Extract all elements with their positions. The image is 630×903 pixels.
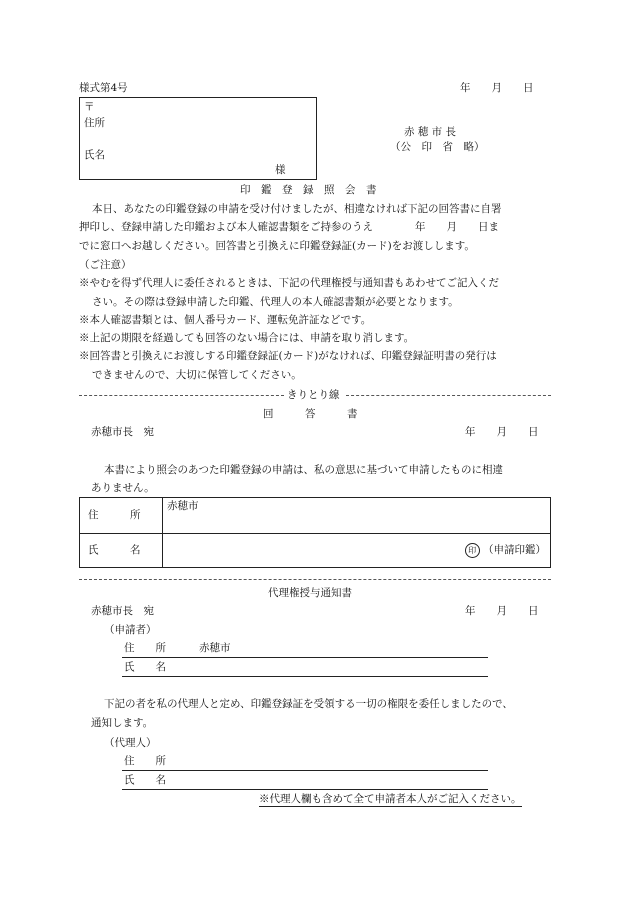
proxy-body-line-2: 通知します。 <box>91 717 154 729</box>
applicant-heading: （申請者） <box>104 624 157 636</box>
notes-heading: （ご注意） <box>79 259 132 271</box>
note-4: ※回答書と引換えにお渡しする印鑑登録証(カード)がなければ、印鑑登録証明書の発行は <box>79 350 497 362</box>
seal-label: （申請印鑑） <box>483 544 546 556</box>
proxy-date: 年 月 日 <box>465 605 539 617</box>
reply-body-line-1: 本書により照会のあつた印鑑登録の申請は、私の意思に基づいて申請したものに相違 <box>104 464 503 476</box>
header-date: 年 月 日 <box>460 82 534 94</box>
seal-stamp-icon: 印 <box>465 543 480 558</box>
issuer-name: 赤 穂 市 長 <box>404 126 457 138</box>
reply-address-field[interactable] <box>163 498 551 534</box>
agent-address-line[interactable] <box>122 770 488 771</box>
proxy-addressee: 赤穂市長 宛 <box>91 605 154 617</box>
reply-address-label-cell <box>80 498 163 534</box>
note-1: ※やむを得ず代理人に委任されるときは、下記の代理権授与通知書もあわせてご記入くだ <box>79 277 499 289</box>
proxy-body-line-1: 下記の者を私の代理人と定め、印鑑登録証を受領する一切の権限を委任しましたので、 <box>104 698 513 710</box>
applicant-address-line[interactable] <box>122 657 488 658</box>
note-2: ※本人確認書類とは、個人番号カード、運転免許証などです。 <box>79 314 372 326</box>
agent-address-label: 住 所 <box>124 755 166 767</box>
cut-line-left <box>79 395 284 396</box>
seal-omitted-note: （公 印 省 略） <box>390 141 485 153</box>
reply-address-label: 住 所 <box>88 509 141 522</box>
reply-body-line-2: ありません。 <box>91 482 155 494</box>
agent-heading: （代理人） <box>104 737 157 749</box>
inquiry-body-line-1: 本日、あなたの印鑑登録の申請を受け付けましたが、相違なければ下記の回答書に自署 <box>92 203 502 215</box>
reply-date: 年 月 日 <box>465 426 539 438</box>
inquiry-body-line-2: 押印し、登録申請した印鑑および本人確認書類をご持参のうえ 年 月 日ま <box>79 221 499 233</box>
proxy-title: 代理権授与通知書 <box>268 587 352 599</box>
applicant-address-value: 赤穂市 <box>199 642 231 654</box>
section-divider <box>79 579 551 580</box>
footer-note: ※代理人欄も含めて全て申請者本人がご記入ください。 <box>259 793 522 805</box>
cut-line-right <box>346 395 551 396</box>
honorific: 様 <box>275 164 286 176</box>
reply-name-label: 氏 名 <box>88 544 141 557</box>
cut-line-label: きりとり線 <box>287 389 340 401</box>
note-3: ※上記の期限を経過しても回答のない場合には、申請を取り消します。 <box>79 332 415 344</box>
reply-title: 回 答 書 <box>263 408 358 420</box>
applicant-name-label: 氏 名 <box>124 661 166 673</box>
reply-addressee: 赤穂市長 宛 <box>91 426 154 438</box>
name-label: 氏名 <box>84 149 105 161</box>
address-label: 住所 <box>84 117 105 129</box>
agent-name-label: 氏 名 <box>124 774 166 786</box>
inquiry-title: 印 鑑 登 録 照 会 書 <box>240 184 377 196</box>
postal-mark: 〒 <box>84 101 95 113</box>
reply-name-field[interactable] <box>163 534 551 568</box>
applicant-address-label: 住 所 <box>124 642 166 654</box>
inquiry-body-line-3: でに窓口へお越しください。回答書と引換えに印鑑登録証(カード)をお渡しします。 <box>79 240 475 252</box>
note-1-cont: さい。その際は登録申請した印鑑、代理人の本人確認書類が必要となります。 <box>92 296 459 308</box>
address-box <box>79 97 317 180</box>
note-4-cont: できませんので、大切に保管してください。 <box>92 369 302 381</box>
form-number: 様式第4号 <box>79 82 128 94</box>
reply-table <box>79 497 551 568</box>
applicant-name-line[interactable] <box>122 676 488 677</box>
agent-name-line[interactable] <box>122 789 488 790</box>
reply-name-label-cell <box>80 534 163 568</box>
reply-address-value: 赤穂市 <box>167 500 199 512</box>
